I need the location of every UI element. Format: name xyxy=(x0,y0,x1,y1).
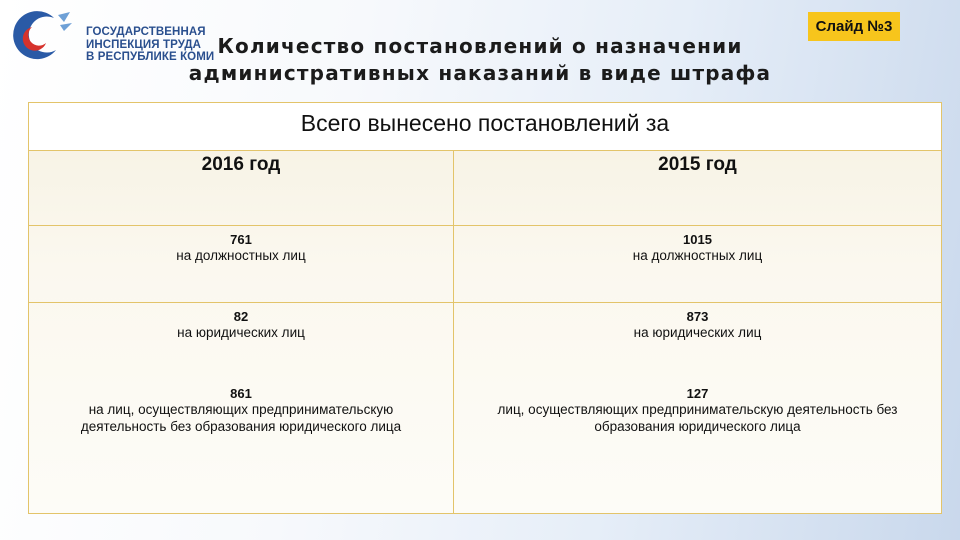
table-years-row xyxy=(29,151,941,226)
cell-description: лиц, осуществляющих предпринимательскую деятельность без образования юридического лица xyxy=(497,402,898,434)
table-cell xyxy=(29,226,454,302)
year-2015-header: 2015 год xyxy=(658,154,737,175)
slide-number-badge: Слайд №3 xyxy=(808,12,900,41)
cell-number: 761 xyxy=(230,232,252,247)
cell-description: на юридических лиц xyxy=(633,325,762,340)
table-header: Всего вынесено постановлений за xyxy=(300,110,670,136)
cell-number: 127 xyxy=(686,386,709,401)
logo-line-2: ИНСПЕКЦИЯ ТРУДА xyxy=(86,38,202,51)
slide-title-line-2: административных наказаний в виде штрафа xyxy=(188,61,772,85)
cell-number: 861 xyxy=(230,386,252,401)
table-cell xyxy=(29,303,454,380)
table-row xyxy=(29,226,941,303)
logo-line-3: В РЕСПУБЛИКЕ КОМИ xyxy=(86,51,215,63)
slide-title xyxy=(140,33,820,87)
statistics-table xyxy=(28,102,942,514)
table-row xyxy=(29,380,941,513)
cell-description: на должностных лиц xyxy=(632,248,763,263)
table-header-row xyxy=(29,103,941,151)
year-2016-header: 2016 год xyxy=(29,151,454,225)
table-cell xyxy=(454,380,941,513)
cell-number: 82 xyxy=(233,309,249,324)
cell-description: на юридических лиц xyxy=(177,325,305,340)
table-cell xyxy=(29,380,454,513)
table-cell xyxy=(454,226,941,302)
cell-number: 1015 xyxy=(683,232,712,247)
cell-description: на лиц, осуществляющих предпринимательскую деятельность без образования юридического лица xyxy=(80,402,402,434)
cell-description: на должностных лиц xyxy=(176,248,306,263)
logo-line-1: ГОСУДАРСТВЕННАЯ xyxy=(86,26,206,38)
table-row xyxy=(29,303,941,380)
cell-number: 873 xyxy=(686,309,709,324)
slide-title-line-1: Количество постановлений о назначении xyxy=(217,34,743,58)
logo-emblem-icon xyxy=(8,10,74,60)
table-cell xyxy=(454,303,941,380)
